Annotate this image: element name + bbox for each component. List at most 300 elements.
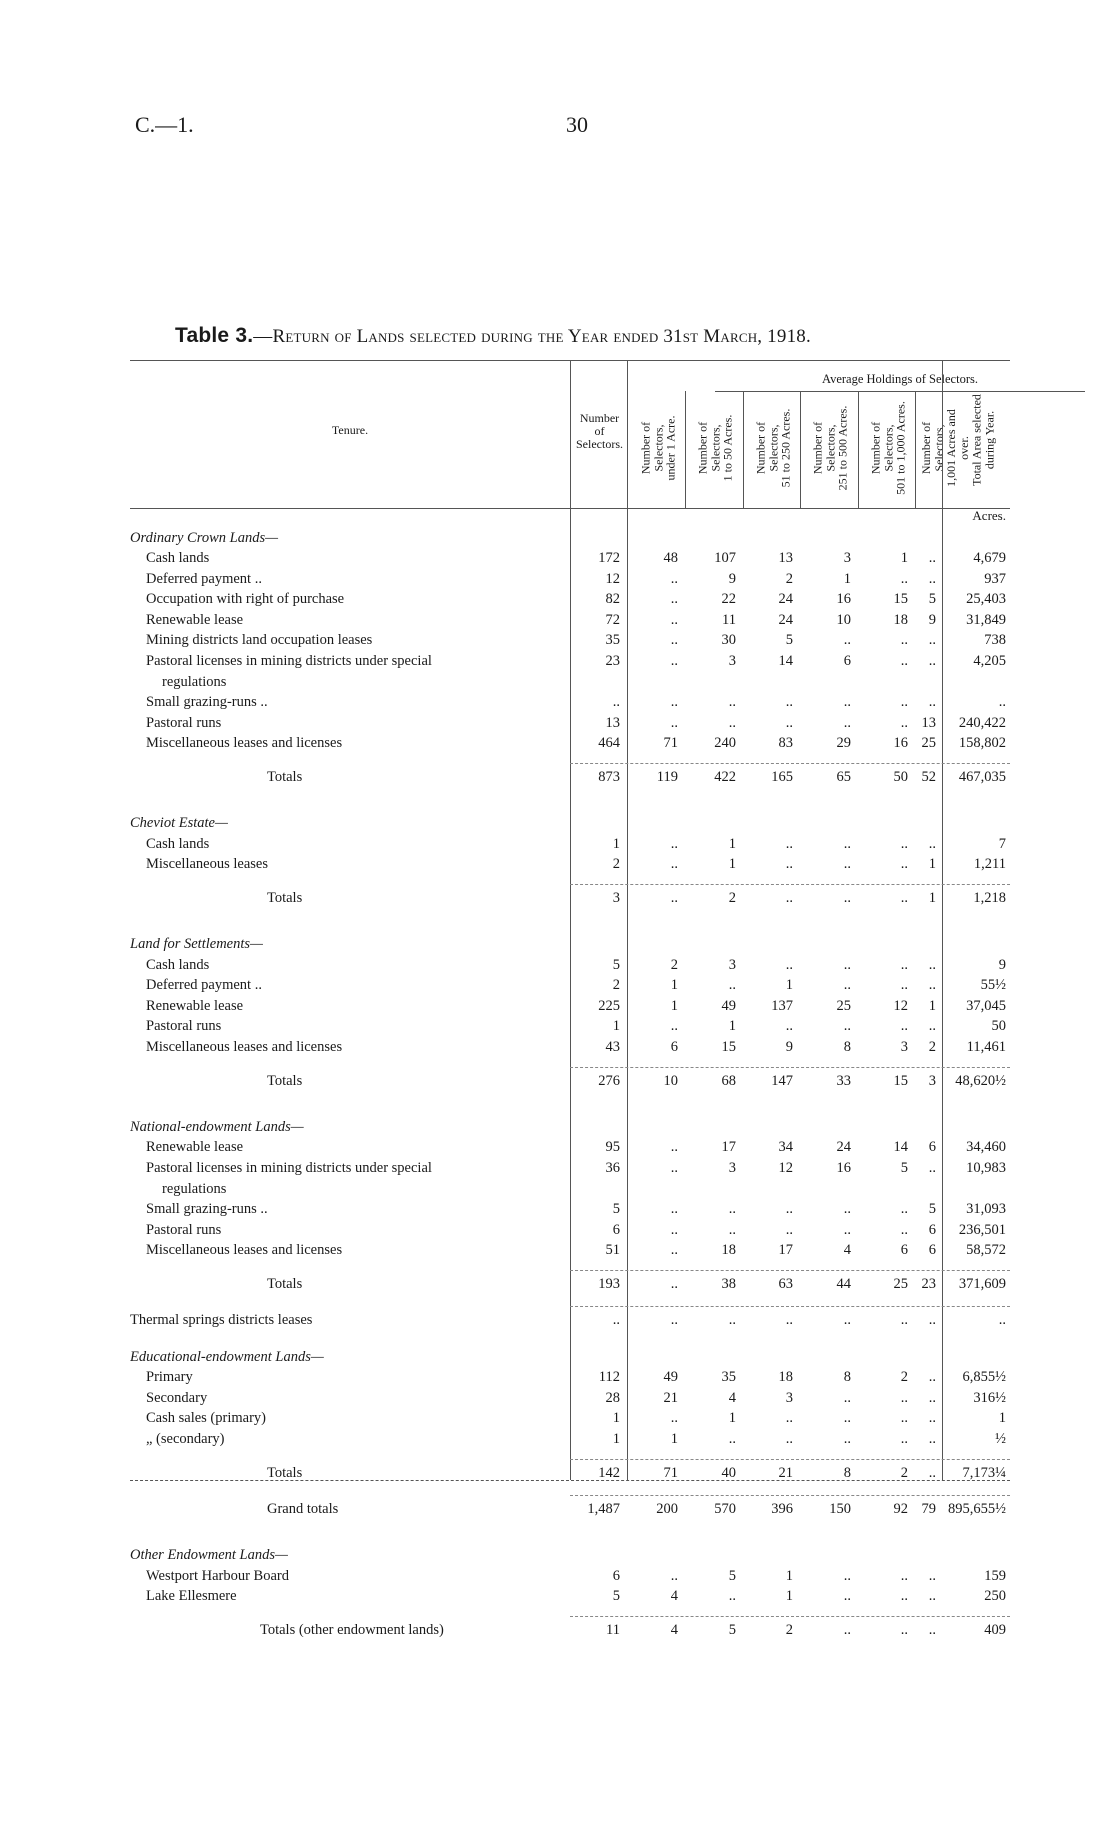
table-row [130,1181,1010,1198]
row-value: 50 [991,1018,1006,1035]
row-label: Lake Ellesmere [146,1588,237,1605]
row-label: Other Endowment Lands— [130,1547,288,1564]
row-value: 33 [836,1072,851,1089]
row-value: .. [670,714,678,731]
row-value: .. [900,1201,908,1218]
row-value: 28 [605,1389,620,1406]
row-value: 6,855½ [962,1369,1006,1386]
row-value: 9 [998,956,1006,973]
table-row [130,1039,1010,1056]
row-value: 150 [829,1501,851,1518]
row-value: .. [670,1159,678,1176]
row-value: 6 [928,1221,936,1238]
header-51-to-250-acres: Number of Selectors, 51 to 250 Acres. [753,408,793,488]
row-value: 3 [612,890,620,907]
row-value: .. [670,694,678,711]
row-value: 2 [612,856,620,873]
row-label: Thermal springs districts leases [130,1312,313,1329]
row-value: 31,849 [966,611,1006,628]
row-value: 464 [598,735,620,752]
row-label: Miscellaneous leases [146,856,269,873]
row-value: 3 [900,1038,908,1055]
row-label: Small grazing-runs .. [146,694,268,711]
table-row [130,815,1010,832]
row-value: 50 [893,769,908,786]
row-value: 4 [670,1622,678,1639]
row-value: 1 [785,1567,793,1584]
header-501-to-1000-acres: Number of Selectors, 501 to 1,000 Acres. [868,401,908,495]
row-value: .. [928,694,936,711]
row-value: 142 [598,1464,620,1481]
row-value: 6 [612,1567,620,1584]
row-value: 18 [893,611,908,628]
row-value: .. [785,1410,793,1427]
row-value: 2 [670,956,678,973]
row-value: .. [728,1588,736,1605]
table-row [130,1119,1010,1136]
table-row [130,1201,1010,1218]
row-value: .. [670,1276,678,1293]
row-value: .. [843,1410,851,1427]
row-label: Totals [267,769,303,786]
row-value: .. [928,1567,936,1584]
row-value: 79 [921,1501,936,1518]
row-value: .. [928,1018,936,1035]
row-value: 1 [928,856,936,873]
table-row [130,571,1010,588]
row-value: 119 [656,769,678,786]
row-value: 276 [598,1072,620,1089]
row-value: .. [900,1588,908,1605]
row-value: .. [928,570,936,587]
table-row [130,612,1010,629]
row-value: 12 [605,570,620,587]
row-value: 1,487 [587,1501,620,1518]
row-value: 5 [900,1159,908,1176]
row-value: 1 [612,1430,620,1447]
row-value: .. [928,1464,936,1481]
row-value: 8 [843,1038,851,1055]
row-value: 3 [728,1159,736,1176]
row-value: .. [900,1018,908,1035]
row-value: 2 [900,1464,908,1481]
row-value: 193 [598,1276,620,1293]
row-value: .. [998,1312,1006,1329]
row-value: 11 [722,611,736,628]
row-label: Pastoral licenses in mining districts under special [146,652,432,669]
row-value: 25 [836,997,851,1014]
row-value: 1 [612,1410,620,1427]
table-row [130,1018,1010,1035]
row-value: .. [843,1201,851,1218]
table-row [130,1349,1010,1366]
row-value: .. [843,1567,851,1584]
table-row [130,1410,1010,1427]
table-title [175,324,811,348]
row-value: 1,218 [973,890,1006,907]
row-value: 236,501 [958,1221,1006,1238]
row-value: 159 [984,1567,1006,1584]
row-value: .. [843,856,851,873]
row-value: 240,422 [958,714,1006,731]
row-value: 4 [728,1389,736,1406]
table-row [130,715,1010,732]
row-label: Cheviot Estate— [130,815,228,832]
row-value: .. [785,1201,793,1218]
row-value: 51 [605,1242,620,1259]
row-value: .. [670,1410,678,1427]
row-value: .. [612,694,620,711]
row-value: .. [928,1369,936,1386]
header-under-1-acre: Number of Selectors, under 1 Acre. [638,415,678,481]
table-body [130,508,1010,1639]
row-value: .. [928,1410,936,1427]
row-value: .. [900,890,908,907]
row-value: 2 [612,977,620,994]
table-row [130,1568,1010,1585]
table-row [130,890,1010,907]
row-value: .. [670,1221,678,1238]
row-value: 13 [921,714,936,731]
row-value: .. [843,1389,851,1406]
row-value: 396 [771,1501,793,1518]
row-value: 36 [605,1159,620,1176]
row-value: .. [670,570,678,587]
row-value: 34,460 [966,1139,1006,1156]
row-value: 172 [598,550,620,567]
row-value: 11,461 [966,1038,1006,1055]
row-value: 1 [612,1018,620,1035]
row-label: Miscellaneous leases and licenses [146,1038,343,1055]
row-label: Westport Harbour Board [146,1567,289,1584]
row-value: 17 [778,1242,793,1259]
row-value: 11 [606,1622,620,1639]
row-label: Ordinary Crown Lands— [130,529,278,546]
row-value: 12 [778,1159,793,1176]
row-value: 1 [728,856,736,873]
row-value: .. [843,890,851,907]
row-value: 200 [656,1501,678,1518]
table-row [130,1222,1010,1239]
row-value: 1 [612,835,620,852]
row-value: 49 [721,997,736,1014]
row-value: 10 [663,1072,678,1089]
row-value: 137 [771,997,793,1014]
average-holdings-header: Average Holdings of Selectors. [822,372,978,386]
row-label: Pastoral runs [146,1221,222,1238]
row-value: 158,802 [958,735,1006,752]
row-value: ½ [995,1430,1006,1447]
row-label: Secondary [146,1389,208,1406]
row-value: 34 [778,1139,793,1156]
table-row [130,836,1010,853]
row-value: .. [785,890,793,907]
row-value: .. [900,835,908,852]
row-value: 40 [721,1464,736,1481]
row-value: 1 [670,977,678,994]
row-value: .. [843,1588,851,1605]
row-value: .. [670,835,678,852]
row-value: .. [900,1622,908,1639]
row-value: 12 [893,997,908,1014]
row-value: 4 [670,1588,678,1605]
row-label: „ (secondary) [146,1430,225,1447]
row-value: .. [998,694,1006,711]
row-value: 250 [984,1588,1006,1605]
row-label: Cash sales (primary) [146,1410,266,1427]
row-label: Cash lands [146,956,210,973]
page-number: 30 [566,112,588,137]
row-value: 240 [714,735,736,752]
row-value: .. [900,1567,908,1584]
row-value: 65 [836,769,851,786]
row-value: 6 [928,1139,936,1156]
row-value: 72 [605,611,620,628]
table-row [130,936,1010,953]
table-row [130,1369,1010,1386]
row-value: 5 [785,632,793,649]
row-value: .. [785,956,793,973]
row-value: 63 [778,1276,793,1293]
row-value: .. [928,977,936,994]
row-value: .. [928,1430,936,1447]
row-label: Pastoral licenses in mining districts under special [146,1159,432,1176]
row-value: 49 [663,1369,678,1386]
header-1-to-50-acres: Number of Selectors, 1 to 50 Acres. [695,414,735,482]
row-value: 2 [785,1622,793,1639]
row-value: 55½ [980,977,1006,994]
row-value: 95 [605,1139,620,1156]
row-value: .. [670,890,678,907]
table-row [130,998,1010,1015]
row-value: 2 [928,1038,936,1055]
row-value: 44 [836,1276,851,1293]
row-value: .. [900,1221,908,1238]
row-value: .. [843,1018,851,1035]
row-label: Deferred payment .. [146,570,262,587]
table-row [130,1312,1010,1329]
row-value: 4,679 [973,550,1006,567]
row-value: .. [843,1622,851,1639]
row-value: .. [785,1221,793,1238]
row-value: 24 [836,1139,851,1156]
table-row [130,1622,1010,1639]
row-value: 68 [721,1072,736,1089]
row-value: 21 [663,1389,678,1406]
row-value: 2 [785,570,793,587]
row-label: Totals [267,1276,303,1293]
table-row [130,674,1010,691]
table-row [130,1139,1010,1156]
row-value: .. [728,1430,736,1447]
row-value: 15 [893,591,908,608]
row-value: .. [843,714,851,731]
row-value: 1 [728,1410,736,1427]
table-row [130,653,1010,670]
row-label: Occupation with right of purchase [146,591,345,608]
row-value: .. [785,1430,793,1447]
row-value: .. [900,652,908,669]
row-label: Cash lands [146,835,210,852]
row-value: 13 [778,550,793,567]
row-value: 3 [843,550,851,567]
table-row [130,977,1010,994]
row-label: Pastoral runs [146,1018,222,1035]
row-value: .. [900,632,908,649]
lands-table [130,360,1010,1639]
row-value: 31,093 [966,1201,1006,1218]
row-value: .. [900,570,908,587]
row-value: 10 [836,611,851,628]
row-value: 9 [928,611,936,628]
row-value: 18 [778,1369,793,1386]
table-row [130,530,1010,547]
row-value: 1 [670,1430,678,1447]
row-value: 895,655½ [948,1501,1006,1518]
row-value: .. [900,1312,908,1329]
row-value: .. [928,835,936,852]
row-value: 3 [928,1072,936,1089]
row-value: 8 [843,1369,851,1386]
row-value: 2 [728,890,736,907]
row-value: .. [900,977,908,994]
row-value: 25,403 [966,591,1006,608]
row-value: .. [728,714,736,731]
row-value: .. [843,835,851,852]
table-row [130,1160,1010,1177]
row-value: 6 [928,1242,936,1259]
row-value: 467,035 [958,769,1006,786]
row-value: 1 [998,1410,1006,1427]
row-value: 15 [893,1072,908,1089]
row-value: 37,045 [966,997,1006,1014]
number-of-selectors-header: Number of Selectors. [576,411,623,451]
row-value: 13 [605,714,620,731]
row-value: 6 [670,1038,678,1055]
title-dash: — [253,326,273,347]
table-row [130,957,1010,974]
table-row [130,1501,1010,1518]
row-value: .. [785,856,793,873]
table-row [130,1588,1010,1605]
table-row [130,735,1010,752]
row-value: 1 [900,550,908,567]
row-value: 1 [670,997,678,1014]
row-value: 1,211 [973,856,1006,873]
row-value: .. [843,694,851,711]
row-value: .. [785,694,793,711]
row-value: .. [900,1430,908,1447]
row-value: .. [928,632,936,649]
row-value: .. [785,714,793,731]
row-value: 10,983 [966,1159,1006,1176]
row-value: 1 [728,835,736,852]
units-label: Acres. [972,508,1006,523]
row-label: National-endowment Lands— [130,1118,304,1135]
row-label: Grand totals [267,1501,339,1518]
row-value: 3 [728,956,736,973]
table-row [130,632,1010,649]
row-value: .. [843,1430,851,1447]
row-label: Totals [267,890,303,907]
row-label: Educational-endowment Lands— [130,1348,324,1365]
row-label: Land for Settlements— [130,936,263,953]
row-value: .. [670,1201,678,1218]
row-value: .. [900,694,908,711]
row-value: 83 [778,735,793,752]
row-value: .. [900,956,908,973]
row-value: 14 [778,652,793,669]
row-value: .. [670,652,678,669]
row-value: .. [928,652,936,669]
row-value: 1 [928,890,936,907]
table-row [130,1431,1010,1448]
row-value: 937 [984,570,1006,587]
row-value: 24 [778,611,793,628]
row-value: 7 [998,835,1006,852]
row-value: .. [843,632,851,649]
table-caption: Return of Lands selected during the Year ended 31st March, 1918. [272,326,811,347]
row-label: Renewable lease [146,1139,244,1156]
row-label: Miscellaneous leases and licenses [146,735,343,752]
row-label: Small grazing-runs .. [146,1201,268,1218]
row-value: 71 [663,1464,678,1481]
row-value: .. [670,856,678,873]
row-value: .. [928,1312,936,1329]
row-value: 3 [785,1389,793,1406]
row-value: 16 [836,591,851,608]
row-value: .. [843,977,851,994]
row-value: .. [670,611,678,628]
row-value: .. [670,1567,678,1584]
row-value: .. [670,1242,678,1259]
table-row [130,1242,1010,1259]
row-value: .. [728,977,736,994]
row-value: .. [728,1221,736,1238]
row-label: Totals (other endowment lands) [260,1622,444,1639]
row-value: 422 [714,769,736,786]
row-value: 9 [785,1038,793,1055]
table-number: Table 3. [175,324,254,347]
row-value: 38 [721,1276,736,1293]
row-value: .. [928,1159,936,1176]
row-value: 58,572 [966,1242,1006,1259]
row-value: .. [612,1312,620,1329]
row-value: 316½ [973,1389,1006,1406]
row-value: 14 [893,1139,908,1156]
row-value: 23 [605,652,620,669]
row-value: 1 [785,977,793,994]
row-value: 5 [612,1201,620,1218]
row-value: 6 [900,1242,908,1259]
row-value: 5 [728,1622,736,1639]
table-row [130,550,1010,567]
row-label: Miscellaneous leases and licenses [146,1242,343,1259]
row-value: .. [928,1588,936,1605]
row-value: 6 [843,652,851,669]
row-value: 5 [928,591,936,608]
row-value: 147 [771,1072,793,1089]
row-value: .. [670,1312,678,1329]
table-row [130,1276,1010,1293]
row-value: .. [928,1622,936,1639]
row-value: 1 [728,1018,736,1035]
row-value: 17 [721,1139,736,1156]
row-value: .. [670,632,678,649]
row-value: 52 [921,769,936,786]
row-value: .. [843,1221,851,1238]
row-value: 1 [785,1588,793,1605]
